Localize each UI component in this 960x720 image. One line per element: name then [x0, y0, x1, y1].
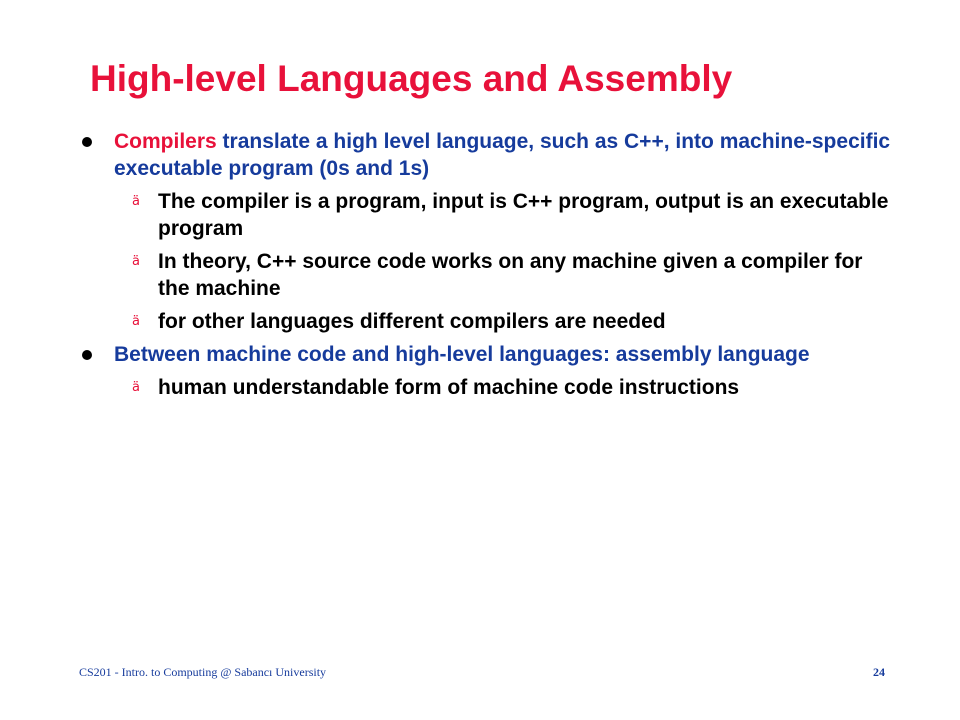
- bullet-dot-icon: [82, 137, 92, 147]
- sub-item: [78, 248, 898, 302]
- page-number: 24: [873, 665, 885, 679]
- sub-item-text: human understandable form of machine code instructions: [158, 376, 740, 399]
- sub-bullet-icon: ä: [132, 314, 140, 329]
- keyword-compilers: Compilers: [114, 130, 217, 153]
- bullet-item-compilers: [78, 128, 898, 182]
- bullet-text: Between machine code and high-level languages: assembly language: [114, 343, 810, 366]
- sub-item: [78, 374, 898, 401]
- slide-content: [78, 128, 898, 407]
- sub-item-text: The compiler is a program, input is C++ program, output is an executable program: [158, 190, 889, 240]
- sub-item: [78, 308, 898, 335]
- sub-item: [78, 188, 898, 242]
- footer-course-label: CS201 - Intro. to Computing @ Sabancı University: [79, 665, 327, 679]
- sub-bullet-icon: ä: [132, 194, 140, 209]
- bullet-dot-icon: [82, 350, 92, 360]
- sub-bullet-icon: ä: [132, 254, 140, 269]
- sub-bullet-icon: ä: [132, 380, 140, 395]
- sub-item-text: for other languages different compilers are needed: [158, 310, 666, 333]
- sub-item-text: In theory, C++ source code works on any machine given a compiler for the machine: [158, 250, 863, 300]
- bullet-text: translate a high level language, such as C++, into machine-specific executable program (0s and 1s): [114, 130, 891, 180]
- bullet-item-assembly: [78, 341, 898, 368]
- slide-title: High-level Languages and Assembly: [90, 58, 733, 99]
